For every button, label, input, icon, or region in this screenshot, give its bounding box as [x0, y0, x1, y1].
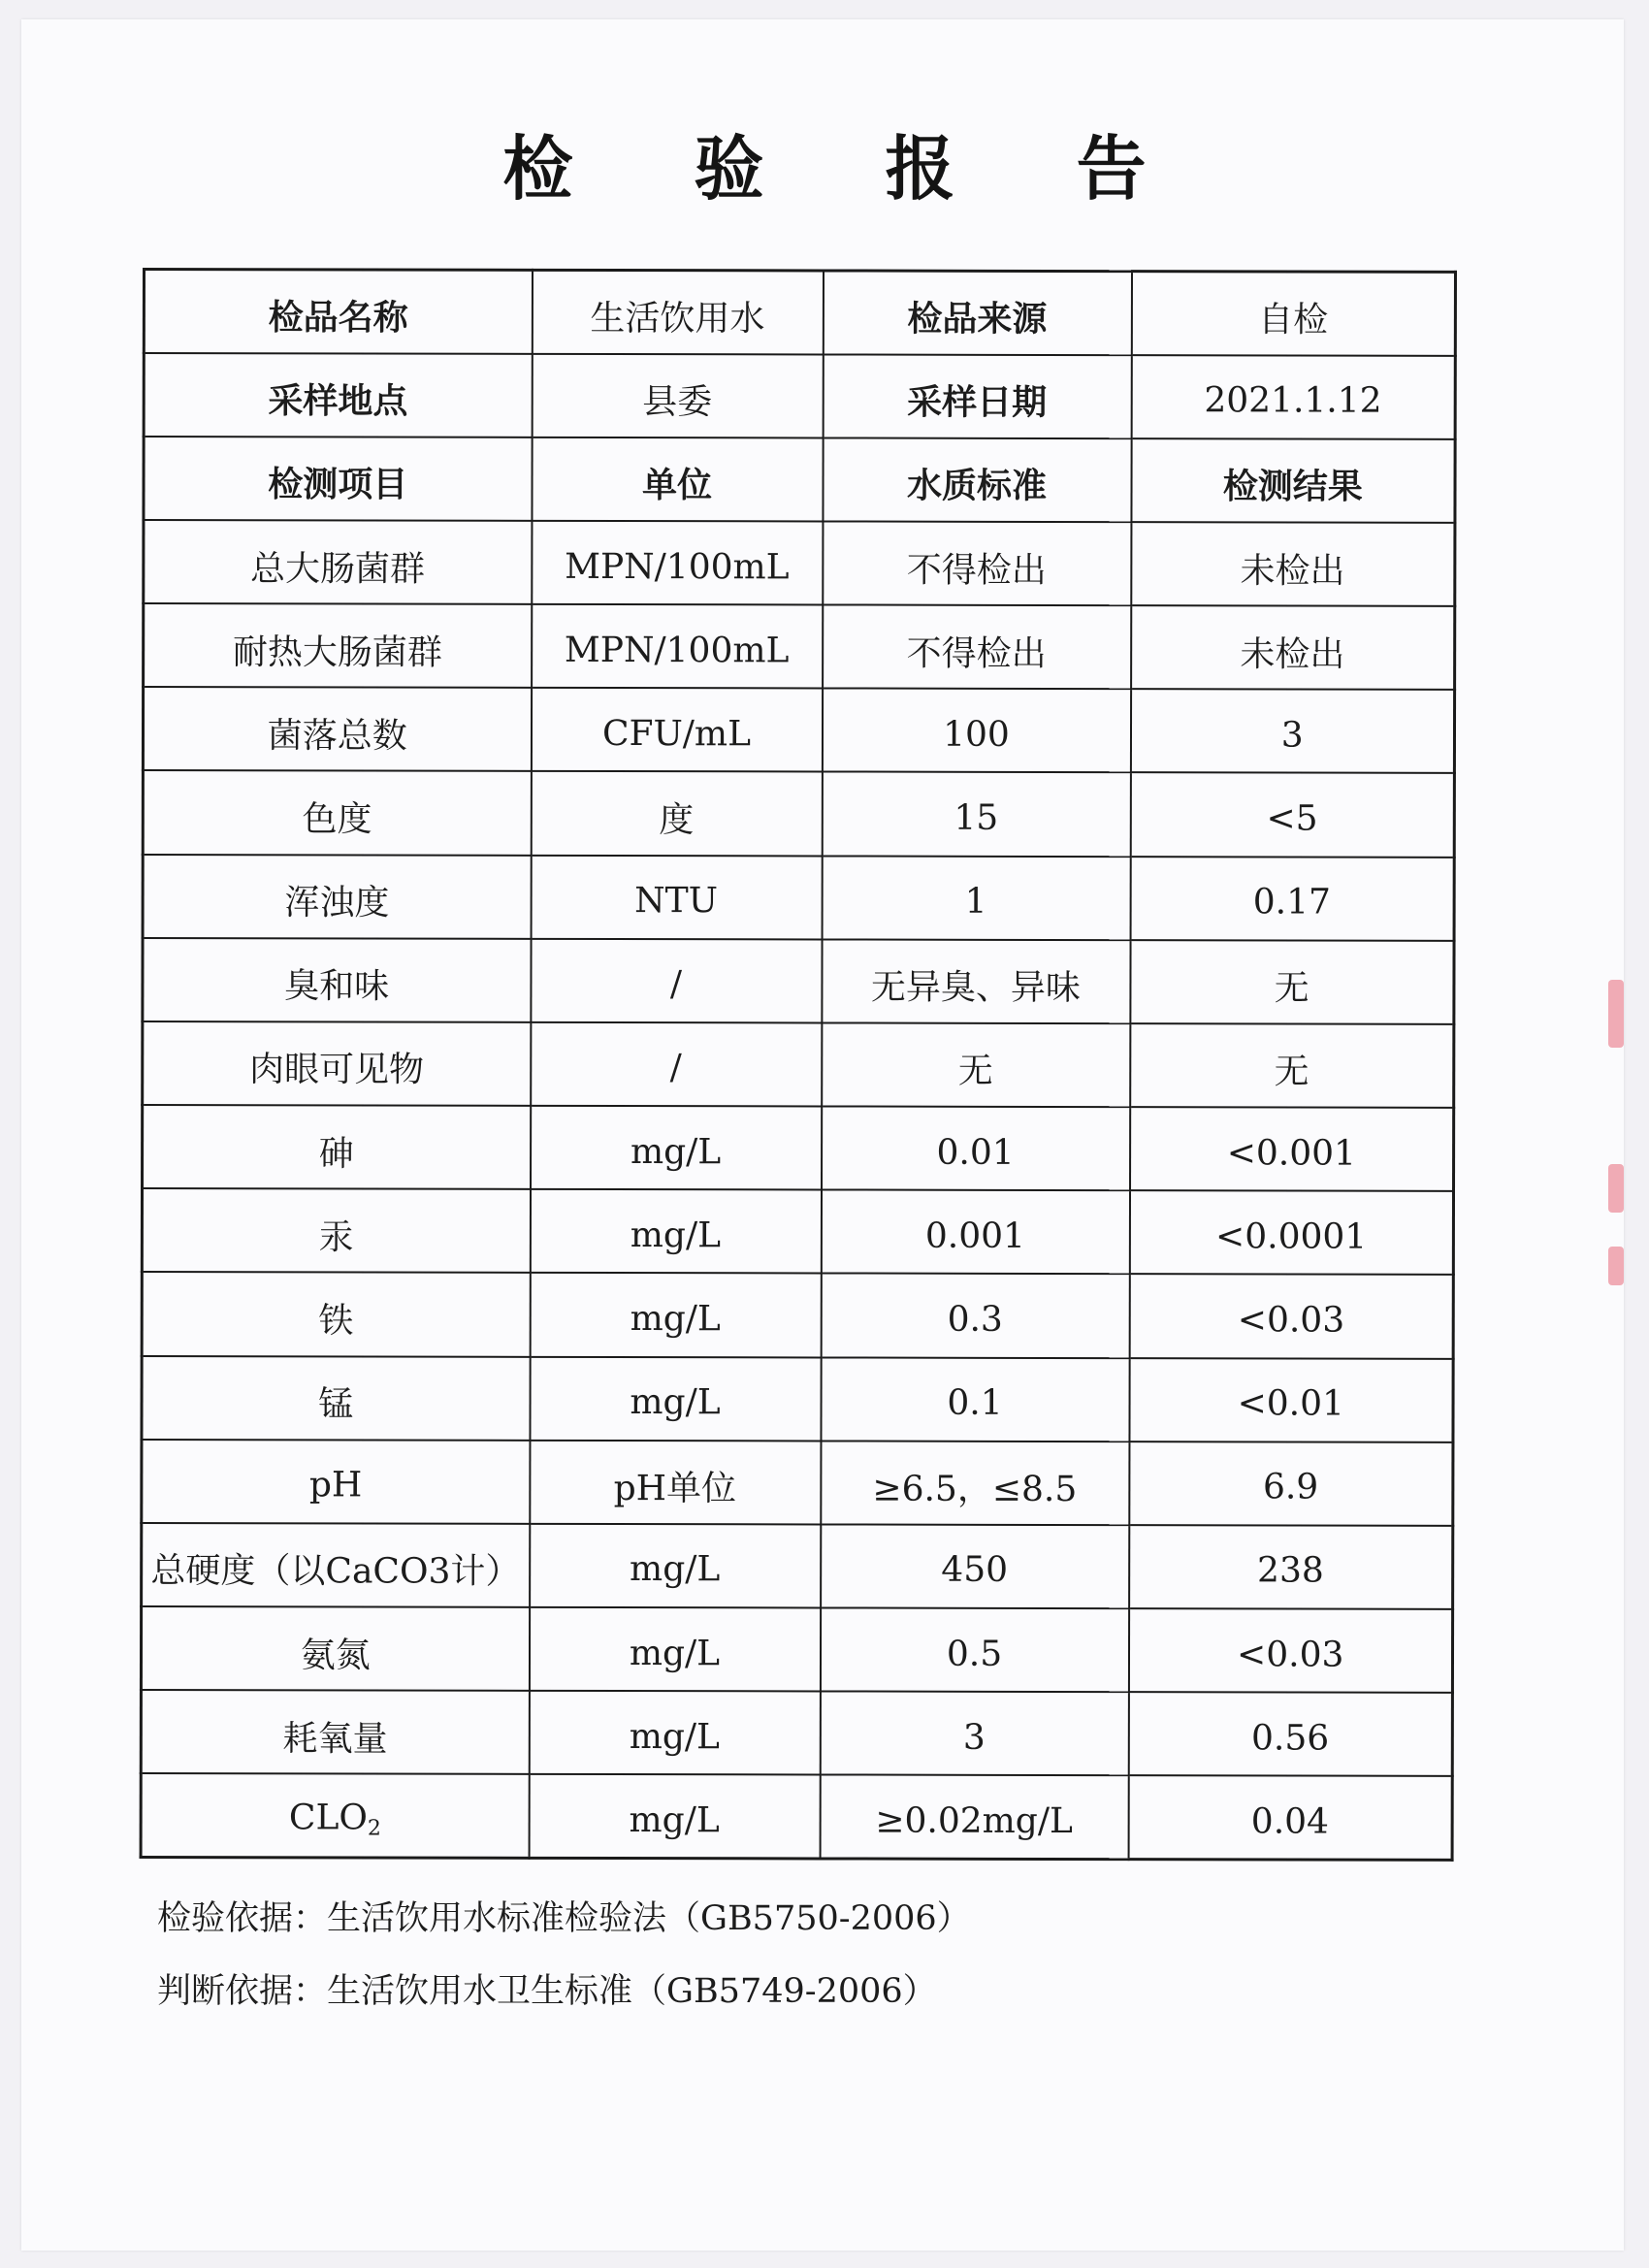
stamp-fragment-middle: [1608, 1164, 1624, 1213]
cell-item: 耐热大肠菌群: [144, 603, 532, 688]
table-row: [143, 687, 1454, 773]
cell-standard: 0.5: [820, 1607, 1128, 1692]
table-row: [141, 1773, 1452, 1860]
table-row: [143, 770, 1454, 857]
cell-unit: mg/L: [530, 1273, 821, 1357]
table-row: [141, 1606, 1452, 1693]
table-row: [142, 1188, 1453, 1275]
table-row: [143, 1021, 1454, 1108]
table-row: [141, 1690, 1452, 1776]
column-header-item: 检测项目: [144, 437, 532, 521]
cell-standard: 3: [820, 1692, 1128, 1776]
cell-standard: 0.001: [821, 1190, 1129, 1275]
cell-unit: mg/L: [529, 1607, 820, 1692]
table-row: [142, 1356, 1453, 1442]
header-row-sample-name: [144, 270, 1455, 356]
value-sample-source: 自检: [1131, 272, 1455, 356]
cell-unit: CFU/mL: [531, 688, 822, 772]
cell-result: <0.01: [1129, 1358, 1453, 1442]
cell-item: 总硬度（以CaCO3计）: [142, 1523, 530, 1607]
cell-item: 肉眼可见物: [143, 1021, 531, 1106]
cell-unit: /: [531, 1022, 822, 1107]
table-row: [144, 603, 1455, 690]
cell-result: 0.04: [1128, 1775, 1452, 1860]
header-row-sampling: [144, 353, 1455, 439]
table-row: [142, 1523, 1453, 1609]
cell-result: 未检出: [1131, 522, 1455, 606]
cell-item: 色度: [143, 770, 531, 855]
cell-standard: 不得检出: [823, 521, 1131, 605]
value-sampling-location: 县委: [532, 353, 823, 437]
cell-standard: 0.01: [822, 1107, 1130, 1191]
label-sample-name: 检品名称: [144, 270, 532, 354]
cell-unit: mg/L: [530, 1189, 821, 1274]
value-sampling-date: 2021.1.12: [1131, 355, 1455, 439]
cell-result: 0.56: [1128, 1692, 1452, 1776]
column-header-standard: 水质标准: [823, 437, 1131, 522]
table-row: [142, 1272, 1453, 1358]
cell-standard: 无: [822, 1022, 1130, 1107]
cell-standard: ≥0.02mg/L: [820, 1775, 1128, 1860]
cell-standard: 15: [822, 772, 1130, 857]
cell-item: 铁: [142, 1272, 530, 1356]
cell-item: 菌落总数: [143, 687, 531, 771]
cell-item: 臭和味: [143, 938, 531, 1022]
cell-unit: mg/L: [530, 1524, 821, 1608]
cell-unit: /: [531, 939, 822, 1023]
cell-result: <0.03: [1129, 1275, 1453, 1359]
cell-unit: mg/L: [531, 1106, 822, 1190]
cell-standard: 0.1: [821, 1357, 1129, 1442]
cell-result: 0.17: [1130, 857, 1454, 941]
cell-standard: 100: [822, 689, 1130, 773]
cell-standard: 0.3: [821, 1274, 1129, 1358]
table-row: [143, 938, 1454, 1024]
cell-unit: mg/L: [530, 1356, 821, 1441]
cell-item: 锰: [142, 1356, 530, 1441]
cell-standard: 1: [822, 856, 1130, 940]
cell-item-subscript: 2: [367, 1816, 381, 1841]
table-row: [143, 855, 1454, 941]
cell-item: 氨氮: [141, 1606, 529, 1691]
cell-item: 浑浊度: [143, 855, 531, 939]
cell-result: 无: [1130, 940, 1454, 1024]
judgement-basis-note: 判断依据：生活饮用水卫生标准（GB5749-2006）: [157, 1972, 937, 2011]
cell-unit: NTU: [531, 855, 822, 939]
column-header-unit: 单位: [532, 437, 823, 522]
cell-standard: 不得检出: [823, 605, 1131, 690]
cell-result: 3: [1130, 689, 1454, 773]
cell-item-base: CLO: [288, 1798, 368, 1838]
cell-unit: pH单位: [530, 1441, 821, 1525]
cell-standard: ≥6.5，≤8.5: [821, 1441, 1129, 1525]
cell-unit: MPN/100mL: [532, 521, 823, 605]
cell-result: 6.9: [1129, 1442, 1453, 1526]
cell-unit: MPN/100mL: [532, 604, 823, 689]
cell-item: 砷: [143, 1105, 531, 1189]
column-header-result: 检测结果: [1131, 438, 1455, 523]
cell-item: 总大肠菌群: [144, 520, 532, 604]
stamp-fragment-bottom: [1608, 1247, 1624, 1285]
cell-result: 未检出: [1131, 605, 1455, 690]
column-header-row: [144, 437, 1455, 523]
cell-item: 汞: [142, 1188, 530, 1273]
cell-result: <5: [1130, 773, 1454, 858]
report-table: [140, 268, 1457, 1862]
report-title: 检 验 报 告: [502, 128, 1195, 210]
table-row: [144, 520, 1455, 606]
cell-standard: 450: [821, 1524, 1129, 1608]
label-sampling-location: 采样地点: [144, 353, 532, 437]
cell-standard: 无异臭、异味: [822, 939, 1130, 1023]
cell-result: <0.0001: [1129, 1190, 1453, 1275]
label-sample-source: 检品来源: [823, 271, 1131, 355]
cell-item: 耗氧量: [141, 1690, 529, 1774]
cell-item: [141, 1773, 529, 1858]
cell-unit: 度: [531, 771, 822, 856]
cell-unit: mg/L: [529, 1691, 820, 1775]
table-row: [142, 1440, 1453, 1526]
cell-result: <0.03: [1128, 1608, 1452, 1693]
test-basis-note: 检验依据：生活饮用水标准检验法（GB5750-2006）: [157, 1899, 971, 1938]
cell-result: <0.001: [1130, 1107, 1454, 1191]
table-row: [143, 1105, 1454, 1191]
cell-unit: mg/L: [529, 1774, 820, 1859]
cell-result: 无: [1130, 1023, 1454, 1108]
cell-result: 238: [1129, 1525, 1453, 1609]
label-sampling-date: 采样日期: [823, 354, 1131, 438]
stamp-fragment-top: [1608, 980, 1624, 1048]
cell-item: pH: [142, 1440, 530, 1524]
value-sample-name: 生活饮用水: [532, 270, 823, 354]
